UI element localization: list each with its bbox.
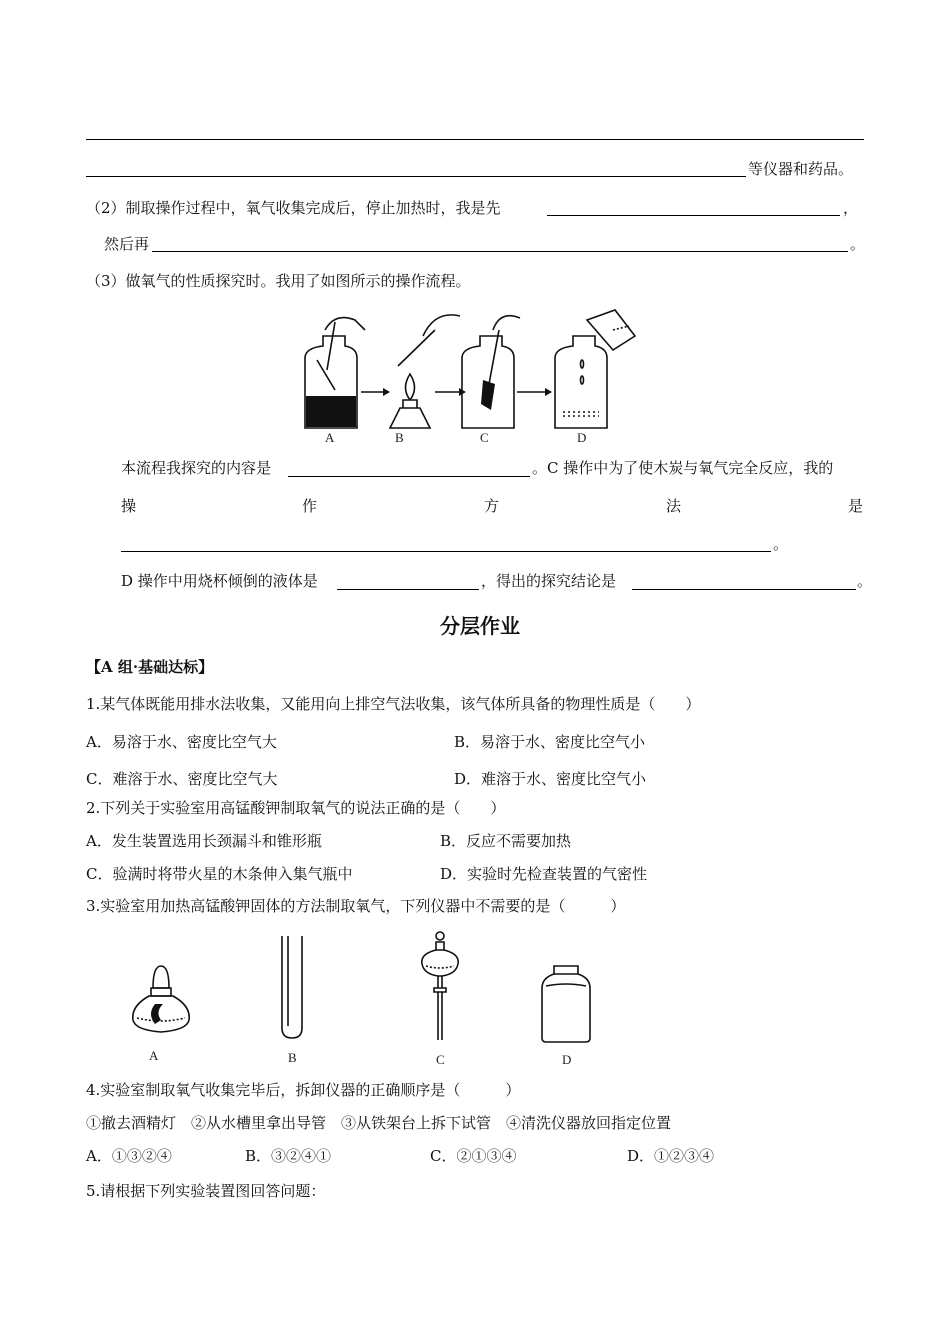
q2-part-a: （2）制取操作过程中，氧气收集完成后，停止加热时，我是先 xyxy=(86,199,501,217)
q3-label-d: D xyxy=(562,1052,572,1067)
q4-stem: 4.实验室制取氧气收集完毕后，拆卸仪器的正确顺序是（ ） xyxy=(86,1081,521,1099)
q2-part-b: 然后再 xyxy=(104,235,150,253)
q1-option-c: C．难溶于水、密度比空气大 xyxy=(86,770,278,788)
line1-tail: 等仪器和药品。 xyxy=(748,160,854,178)
answer-blank-line xyxy=(337,589,479,590)
figure-label-c: C xyxy=(480,430,489,445)
p4-period: 。 xyxy=(857,572,873,590)
oxygen-experiment-flow-figure xyxy=(295,300,655,450)
q4-option-d: D．①②③④ xyxy=(627,1147,715,1165)
spaced-char-4: 法 xyxy=(666,497,682,515)
q3-label-a: A xyxy=(149,1048,159,1063)
q1-option-a: A．易溶于水、密度比空气大 xyxy=(86,733,277,751)
q2-option-c: C．验满时将带火星的木条伸入集气瓶中 xyxy=(86,865,353,883)
answer-blank-line xyxy=(121,551,771,552)
figure-label-b: B xyxy=(395,430,404,445)
section-title: 分层作业 xyxy=(440,614,520,638)
q4-steps: ①撤去酒精灯 ②从水槽里拿出导管 ③从铁架台上拆下试管 ④清洗仪器放回指定位置 xyxy=(86,1114,672,1132)
q2-stem: 2.下列关于实验室用高锰酸钾制取氧气的说法正确的是（ ） xyxy=(86,799,506,817)
figure-step-b xyxy=(390,315,460,445)
q4-option-b: B．③②④① xyxy=(245,1147,332,1165)
q4-option-c: C．②①③④ xyxy=(430,1147,517,1165)
gas-jar-figure xyxy=(536,962,596,1070)
figure-label-d: D xyxy=(577,430,587,445)
test-tube-figure xyxy=(272,930,312,1070)
separatory-funnel-figure xyxy=(412,928,472,1072)
q3-label-b: B xyxy=(288,1050,297,1065)
q3-stem-main: 3.实验室用加热高锰酸钾固体的方法制取氧气，下列仪器中不需要的是（ ） xyxy=(86,897,626,915)
spaced-char-2: 作 xyxy=(302,497,318,515)
figure-step-c xyxy=(462,316,520,445)
q3-stem: （3）做氧气的性质探究时。我用了如图所示的操作流程。 xyxy=(86,272,471,290)
q2-option-d: D．实验时先检查装置的气密性 xyxy=(440,865,648,883)
q1-stem: 1.某气体既能用排水法收集，又能用向上排空气法收集，该气体所具备的物理性质是（ ） xyxy=(86,695,701,713)
figure-step-a xyxy=(305,318,365,445)
q3-label-c: C xyxy=(436,1052,445,1067)
q4-option-a: A．①③②④ xyxy=(86,1147,172,1165)
q5-stem: 5.请根据下列实验装置图回答问题： xyxy=(86,1182,326,1200)
answer-blank-line xyxy=(152,251,848,252)
figure-step-d xyxy=(555,310,635,445)
q1-option-d: D．难溶于水、密度比空气小 xyxy=(454,770,647,788)
spaced-char-5: 是 xyxy=(848,497,864,515)
q2-option-b: B．反应不需要加热 xyxy=(440,832,572,850)
p4-part-b: ，得出的探究结论是 xyxy=(481,572,617,590)
alcohol-lamp-figure xyxy=(125,958,195,1068)
group-a-heading: 【A 组·基础达标】 xyxy=(86,658,214,676)
answer-blank-line xyxy=(86,176,746,177)
p1-part-a: 本流程我探究的内容是 xyxy=(121,459,272,477)
header-rule xyxy=(86,139,864,140)
answer-blank-line xyxy=(547,215,840,216)
q2-option-a: A．发生装置选用长颈漏斗和锥形瓶 xyxy=(86,832,322,850)
figure-label-a: A xyxy=(325,430,335,445)
spaced-char-1: 操 xyxy=(121,497,137,515)
p4-part-a: D 操作中用烧杯倾倒的液体是 xyxy=(121,572,318,590)
p1-part-b: 。C 操作中为了使木炭与氧气完全反应，我的 xyxy=(532,459,834,477)
q2-comma: ， xyxy=(843,199,859,217)
q2-period: 。 xyxy=(850,235,866,253)
answer-blank-line xyxy=(288,476,530,477)
q1-option-b: B．易溶于水、密度比空气小 xyxy=(454,733,646,751)
p3-period: 。 xyxy=(773,535,789,553)
answer-blank-line xyxy=(632,589,856,590)
spaced-char-3: 方 xyxy=(484,497,500,515)
